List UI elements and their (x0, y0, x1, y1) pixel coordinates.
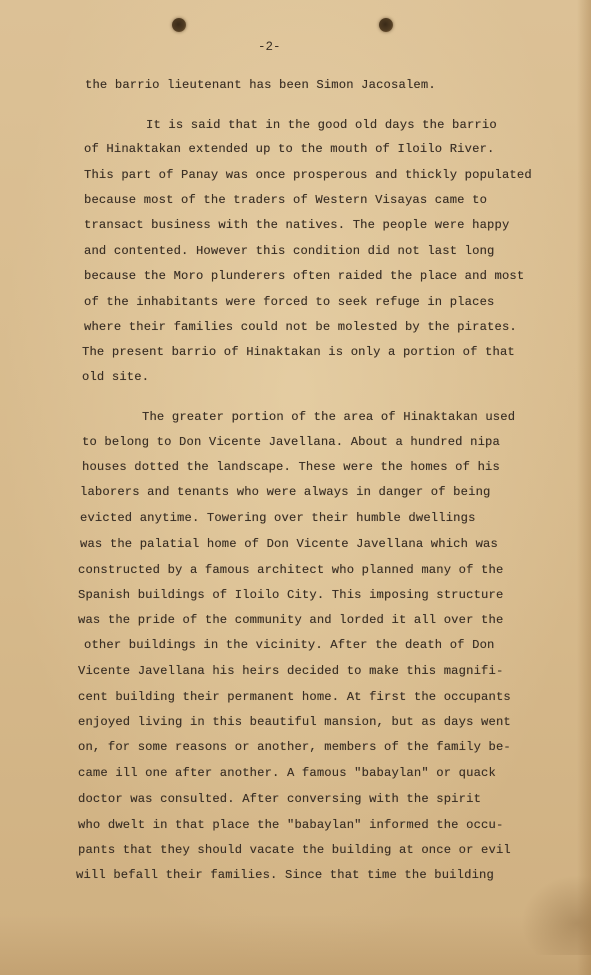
punch-hole-right (379, 18, 393, 32)
text-line: This part of Panay was once prosperous and thickly populated (84, 168, 532, 182)
text-line: pants that they should vacate the building at once or evil (78, 843, 511, 857)
text-line: houses dotted the landscape. These were the homes of his (82, 460, 500, 474)
text-line: doctor was consulted. After conversing with the spirit (78, 792, 482, 806)
page-number: -2- (258, 40, 281, 54)
text-line: to belong to Don Vicente Javellana. About a hundred nipa (82, 435, 500, 449)
page-bottom-shadow (0, 915, 591, 975)
text-line: was the pride of the community and lorded it all over the (78, 613, 504, 627)
text-line: came ill one after another. A famous "babaylan" or quack (78, 766, 496, 780)
corner-stain (521, 875, 591, 955)
text-line: of the inhabitants were forced to seek refuge in places (84, 295, 495, 309)
text-line: of Hinaktakan extended up to the mouth of Iloilo River. (84, 142, 495, 156)
text-line: because most of the traders of Western Visayas came to (84, 193, 488, 207)
text-line: on, for some reasons or another, members of the family be- (78, 740, 511, 754)
text-line: the barrio lieutenant has been Simon Jacosalem. (85, 78, 436, 92)
text-line: transact business with the natives. The people were happy (84, 218, 510, 232)
text-line: old site. (82, 370, 150, 384)
text-line: Spanish buildings of Iloilo City. This imposing structure (78, 588, 504, 602)
text-line: evicted anytime. Towering over their humble dwellings (80, 511, 476, 525)
text-line: enjoyed living in this beautiful mansion, but as days went (78, 715, 511, 729)
text-line: because the Moro plunderers often raided the place and most (84, 269, 525, 283)
text-line: laborers and tenants who were always in danger of being (80, 485, 491, 499)
text-line: and contented. However this condition did not last long (84, 244, 495, 258)
text-line: who dwelt in that place the "babaylan" informed the occu- (78, 818, 504, 832)
text-line: The present barrio of Hinaktakan is only a portion of that (82, 345, 515, 359)
text-line: It is said that in the good old days the barrio (146, 118, 497, 132)
text-line: will befall their families. Since that time the building (76, 868, 494, 882)
text-line: The greater portion of the area of Hinaktakan used (142, 410, 516, 424)
text-line: Vicente Javellana his heirs decided to make this magnifi- (78, 664, 504, 678)
text-line: was the palatial home of Don Vicente Javellana which was (80, 537, 498, 551)
text-line: cent building their permanent home. At first the occupants (78, 690, 511, 704)
text-line: where their families could not be molested by the pirates. (84, 320, 517, 334)
text-line: other buildings in the vicinity. After the death of Don (84, 638, 495, 652)
punch-hole-left (172, 18, 186, 32)
page-edge-shadow (577, 0, 591, 975)
text-line: constructed by a famous architect who planned many of the (78, 563, 504, 577)
